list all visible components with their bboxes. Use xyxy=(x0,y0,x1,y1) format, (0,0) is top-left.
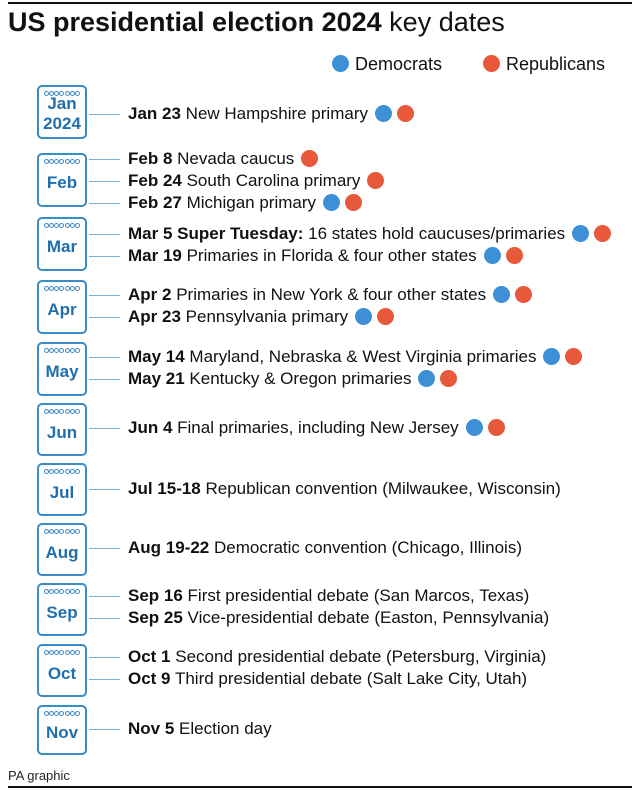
month-label: Feb xyxy=(46,173,78,192)
connector-line xyxy=(89,489,120,490)
event-row xyxy=(128,668,527,690)
event-row xyxy=(128,306,394,328)
month-label: Jan xyxy=(47,94,77,113)
connector-line xyxy=(89,379,120,380)
calendar-ring xyxy=(65,589,70,594)
democrats-dot-icon xyxy=(355,308,372,325)
event-date: Sep 25 xyxy=(128,608,183,627)
month-calendar-icon xyxy=(37,217,87,271)
month-label: Oct xyxy=(47,664,77,683)
calendar-ring xyxy=(75,589,80,594)
calendar-rings xyxy=(44,529,80,534)
event-text: Pennsylvania primary xyxy=(180,307,349,326)
calendar-ring xyxy=(65,409,70,414)
calendar-rings xyxy=(44,711,80,716)
credit: PA graphic xyxy=(8,768,70,783)
event-date: Jul 15-18 xyxy=(128,479,201,498)
calendar-ring xyxy=(59,711,64,716)
month-calendar-icon xyxy=(37,523,87,576)
event-text: Vice-presidential debate (Easton, Pennsylvania) xyxy=(182,608,550,627)
event-row xyxy=(128,223,611,245)
event-text: Third presidential debate (Salt Lake City, Utah) xyxy=(170,669,528,688)
calendar-ring xyxy=(75,286,80,291)
connector-line xyxy=(89,114,120,115)
calendar-ring xyxy=(59,589,64,594)
event-date: Oct 1 xyxy=(128,647,171,666)
month-calendar-icon xyxy=(37,463,87,516)
connector-line xyxy=(89,357,120,358)
event-date: Nov 5 xyxy=(128,719,175,738)
calendar-ring xyxy=(75,711,80,716)
calendar-ring xyxy=(75,469,80,474)
connector-line xyxy=(89,181,120,182)
month-calendar-icon xyxy=(37,280,87,334)
calendar-ring xyxy=(59,469,64,474)
month-calendar-icon xyxy=(37,644,87,697)
month-calendar-icon xyxy=(37,583,87,636)
calendar-ring xyxy=(75,409,80,414)
event-text: Michigan primary xyxy=(181,193,317,212)
calendar-rings xyxy=(44,348,80,353)
event-row xyxy=(128,170,384,192)
calendar-rings xyxy=(44,409,80,414)
democrats-dot-icon xyxy=(543,348,560,365)
calendar-ring xyxy=(75,348,80,353)
event-row xyxy=(128,646,546,668)
republicans-dot-icon xyxy=(506,247,523,264)
month-label: Jul xyxy=(49,483,75,502)
month-label: Apr xyxy=(47,300,77,319)
event-text: South Carolina primary xyxy=(181,171,361,190)
event-row xyxy=(128,368,457,390)
event-date: Jan 23 xyxy=(128,104,181,123)
event-date: Jun 4 xyxy=(128,418,173,437)
calendar-rings xyxy=(44,159,80,164)
event-row xyxy=(128,284,532,306)
calendar-rings xyxy=(44,469,80,474)
event-date: May 21 xyxy=(128,369,185,388)
calendar-rings xyxy=(44,589,80,594)
legend-republicans xyxy=(483,52,605,76)
connector-line xyxy=(89,679,120,680)
republicans-dot-icon xyxy=(515,286,532,303)
event-date: Apr 23 xyxy=(128,307,181,326)
month-calendar-icon xyxy=(37,705,87,755)
republicans-dot-icon xyxy=(565,348,582,365)
connector-line xyxy=(89,618,120,619)
calendar-ring xyxy=(59,650,64,655)
legend-label: Republicans xyxy=(506,54,606,74)
event-text: Maryland, Nebraska & West Virginia primaries xyxy=(184,347,537,366)
event-date: Oct 9 xyxy=(128,669,171,688)
event-text: Kentucky & Oregon primaries xyxy=(184,369,412,388)
calendar-ring xyxy=(59,529,64,534)
event-date: Mar 19 xyxy=(128,246,182,265)
connector-line xyxy=(89,657,120,658)
event-date: Mar 5 Super Tuesday: xyxy=(128,224,304,243)
republicans-dot-icon xyxy=(301,150,318,167)
calendar-ring xyxy=(75,529,80,534)
bottom-rule xyxy=(8,786,632,788)
calendar-ring xyxy=(59,286,64,291)
republicans-dot-icon xyxy=(594,225,611,242)
legend-label: Democrats xyxy=(355,54,443,74)
event-date: Feb 24 xyxy=(128,171,182,190)
democrats-dot-icon xyxy=(484,247,501,264)
democrats-dot-icon xyxy=(493,286,510,303)
event-date: Aug 19-22 xyxy=(128,538,210,557)
calendar-ring xyxy=(75,159,80,164)
connector-line xyxy=(89,548,120,549)
month-calendar-icon xyxy=(37,342,87,396)
calendar-ring xyxy=(59,409,64,414)
calendar-ring xyxy=(65,650,70,655)
calendar-ring xyxy=(65,529,70,534)
month-label: Jun xyxy=(46,423,78,442)
calendar-ring xyxy=(65,469,70,474)
month-label: Aug xyxy=(45,543,79,562)
month-label: Mar xyxy=(46,237,78,256)
event-text: Primaries in Florida & four other states xyxy=(181,246,477,265)
event-row xyxy=(128,478,561,500)
month-label: 2024 xyxy=(43,114,81,133)
republicans-dot-icon xyxy=(440,370,457,387)
republicans-dot-icon xyxy=(377,308,394,325)
month-label: May xyxy=(45,362,79,381)
event-row xyxy=(128,607,549,629)
event-row xyxy=(128,103,414,125)
page-title xyxy=(8,4,505,40)
event-text: Final primaries, including New Jersey xyxy=(172,418,459,437)
connector-line xyxy=(89,596,120,597)
republicans-dot-icon xyxy=(345,194,362,211)
republicans-dot-icon xyxy=(483,55,500,72)
event-text: Democratic convention (Chicago, Illinois) xyxy=(209,538,522,557)
event-row xyxy=(128,346,582,368)
calendar-ring xyxy=(59,348,64,353)
democrats-dot-icon xyxy=(466,419,483,436)
democrats-dot-icon xyxy=(572,225,589,242)
event-text: Primaries in New York & four other states xyxy=(171,285,487,304)
connector-line xyxy=(89,295,120,296)
event-text: Nevada caucus xyxy=(172,149,295,168)
democrats-dot-icon xyxy=(332,55,349,72)
event-text: New Hampshire primary xyxy=(180,104,368,123)
event-date: Apr 2 xyxy=(128,285,172,304)
title-regular: key dates xyxy=(389,7,505,37)
calendar-ring xyxy=(65,711,70,716)
republicans-dot-icon xyxy=(397,105,414,122)
connector-line xyxy=(89,203,120,204)
event-row xyxy=(128,718,272,740)
month-calendar-icon xyxy=(37,85,87,139)
calendar-ring xyxy=(65,159,70,164)
connector-line xyxy=(89,256,120,257)
event-date: Feb 8 xyxy=(128,149,173,168)
event-row xyxy=(128,148,318,170)
democrats-dot-icon xyxy=(323,194,340,211)
event-text: First presidential debate (San Marcos, Texas) xyxy=(182,586,530,605)
connector-line xyxy=(89,428,120,429)
calendar-rings xyxy=(44,223,80,228)
democrats-dot-icon xyxy=(375,105,392,122)
month-label: Sep xyxy=(46,603,78,622)
event-text: 16 states hold caucuses/primaries xyxy=(303,224,566,243)
connector-line xyxy=(89,159,120,160)
connector-line xyxy=(89,317,120,318)
calendar-ring xyxy=(75,650,80,655)
connector-line xyxy=(89,234,120,235)
calendar-ring xyxy=(75,223,80,228)
event-date: Feb 27 xyxy=(128,193,182,212)
calendar-ring xyxy=(59,223,64,228)
legend-democrats xyxy=(332,52,442,76)
connector-line xyxy=(89,729,120,730)
republicans-dot-icon xyxy=(367,172,384,189)
calendar-rings xyxy=(44,286,80,291)
month-label: Nov xyxy=(45,723,79,742)
event-row xyxy=(128,585,529,607)
calendar-ring xyxy=(65,223,70,228)
event-date: May 14 xyxy=(128,347,185,366)
event-row xyxy=(128,537,522,559)
event-text: Second presidential debate (Petersburg, Virginia) xyxy=(170,647,547,666)
democrats-dot-icon xyxy=(418,370,435,387)
calendar-ring xyxy=(59,159,64,164)
month-calendar-icon xyxy=(37,403,87,456)
event-row xyxy=(128,192,362,214)
event-date: Sep 16 xyxy=(128,586,183,605)
event-text: Republican convention (Milwaukee, Wisconsin) xyxy=(200,479,561,498)
title-bold: US presidential election 2024 xyxy=(8,7,382,37)
event-row xyxy=(128,245,523,267)
event-row xyxy=(128,417,505,439)
republicans-dot-icon xyxy=(488,419,505,436)
event-text: Election day xyxy=(174,719,272,738)
calendar-ring xyxy=(65,286,70,291)
calendar-ring xyxy=(65,348,70,353)
calendar-rings xyxy=(44,650,80,655)
month-calendar-icon xyxy=(37,153,87,207)
